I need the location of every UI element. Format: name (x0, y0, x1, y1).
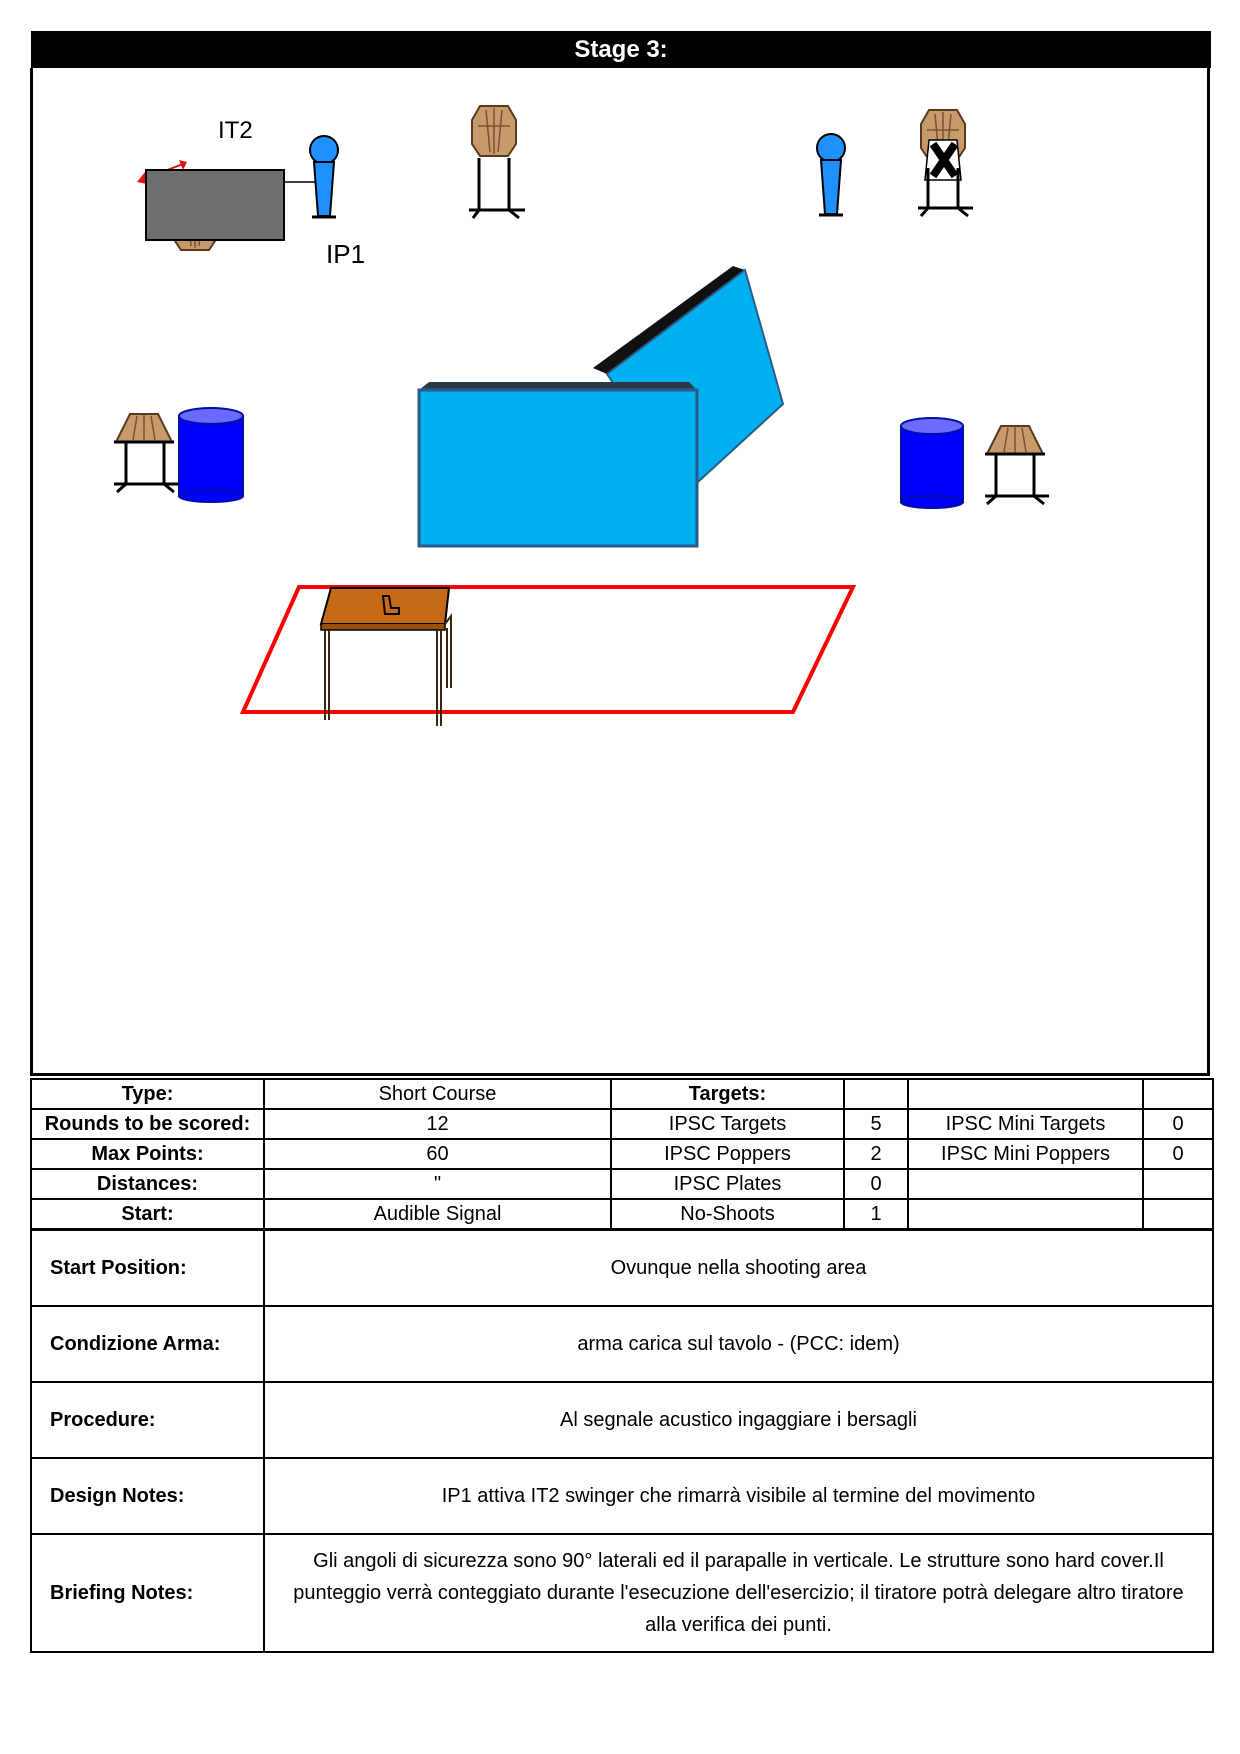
label-ip1: IP1 (326, 239, 366, 269)
condizione-arma-value: arma carica sul tavolo - (PCC: idem) (264, 1306, 1213, 1382)
ipsc-poppers-label: IPSC Poppers (611, 1139, 844, 1169)
type-value: Short Course (264, 1079, 611, 1109)
start-position-value: Ovunque nella shooting area (264, 1230, 1213, 1306)
start-position-label: Start Position: (31, 1230, 264, 1306)
briefing-notes-value: Gli angoli di sicurezza sono 90° laterali ed il parapalle in verticale. Le strutture sono hard cover.Il punteggio verrà conteggiato durante l'esecuzione dell'esercizio; il tiratore potrà delegare altro tiratore alla verifica dei punti. (264, 1534, 1213, 1652)
stage-diagram-svg (33, 68, 1207, 1073)
ipsc-plates-value: 0 (844, 1169, 908, 1199)
distances-label: Distances: (31, 1169, 264, 1199)
row-start-position (31, 1230, 1213, 1306)
stage-notes-table (30, 1229, 1214, 1653)
row-design-notes (31, 1458, 1213, 1534)
label-it2: IT2 (218, 117, 253, 144)
row-type (31, 1079, 1213, 1109)
ipsc-targets-label: IPSC Targets (611, 1109, 844, 1139)
front-wall (419, 382, 697, 546)
ip1-popper (310, 136, 338, 217)
distances-value: " (264, 1169, 611, 1199)
stage-diagram (30, 68, 1210, 1076)
design-notes-label: Design Notes: (31, 1458, 264, 1534)
type-label: Type: (31, 1079, 264, 1109)
barrel-left (179, 408, 243, 502)
start-value: Audible Signal (264, 1199, 611, 1229)
stage-title: Stage 3: (31, 31, 1211, 68)
row-procedure (31, 1382, 1213, 1458)
row-distances (31, 1169, 1213, 1199)
procedure-value: Al segnale acustico ingaggiare i bersagli (264, 1382, 1213, 1458)
procedure-label: Procedure: (31, 1382, 264, 1458)
start-label: Start: (31, 1199, 264, 1229)
rounds-label: Rounds to be scored: (31, 1109, 264, 1139)
barrel-right (901, 418, 963, 508)
it2-swinger-target (137, 160, 315, 250)
stage-info-table (30, 1078, 1214, 1230)
ipsc-target-top-center (469, 106, 525, 218)
row-max-points (31, 1139, 1213, 1169)
mini-targets-value: 0 (1143, 1109, 1213, 1139)
mini-poppers-value: 0 (1143, 1139, 1213, 1169)
mini-targets-label: IPSC Mini Targets (908, 1109, 1143, 1139)
ipsc-plates-label: IPSC Plates (611, 1169, 844, 1199)
rounds-value: 12 (264, 1109, 611, 1139)
row-start (31, 1199, 1213, 1229)
targets-label: Targets: (611, 1079, 844, 1109)
row-condizione-arma (31, 1306, 1213, 1382)
start-table (321, 588, 451, 726)
condizione-arma-label: Condizione Arma: (31, 1306, 264, 1382)
briefing-notes-label: Briefing Notes: (31, 1534, 264, 1652)
ipsc-targets-value: 5 (844, 1109, 908, 1139)
ipsc-target-left (114, 414, 178, 492)
no-shoot-target (918, 110, 973, 216)
design-notes-value: IP1 attiva IT2 swinger che rimarrà visibile al termine del movimento (264, 1458, 1213, 1534)
mini-poppers-label: IPSC Mini Poppers (908, 1139, 1143, 1169)
no-shoots-value: 1 (844, 1199, 908, 1229)
no-shoots-label: No-Shoots (611, 1199, 844, 1229)
ipsc-target-right (985, 426, 1049, 504)
max-points-value: 60 (264, 1139, 611, 1169)
swinger-cover-box (146, 170, 284, 240)
row-briefing-notes (31, 1534, 1213, 1652)
max-points-label: Max Points: (31, 1139, 264, 1169)
ipsc-popper-top-right (817, 134, 845, 215)
ipsc-poppers-value: 2 (844, 1139, 908, 1169)
row-rounds (31, 1109, 1213, 1139)
